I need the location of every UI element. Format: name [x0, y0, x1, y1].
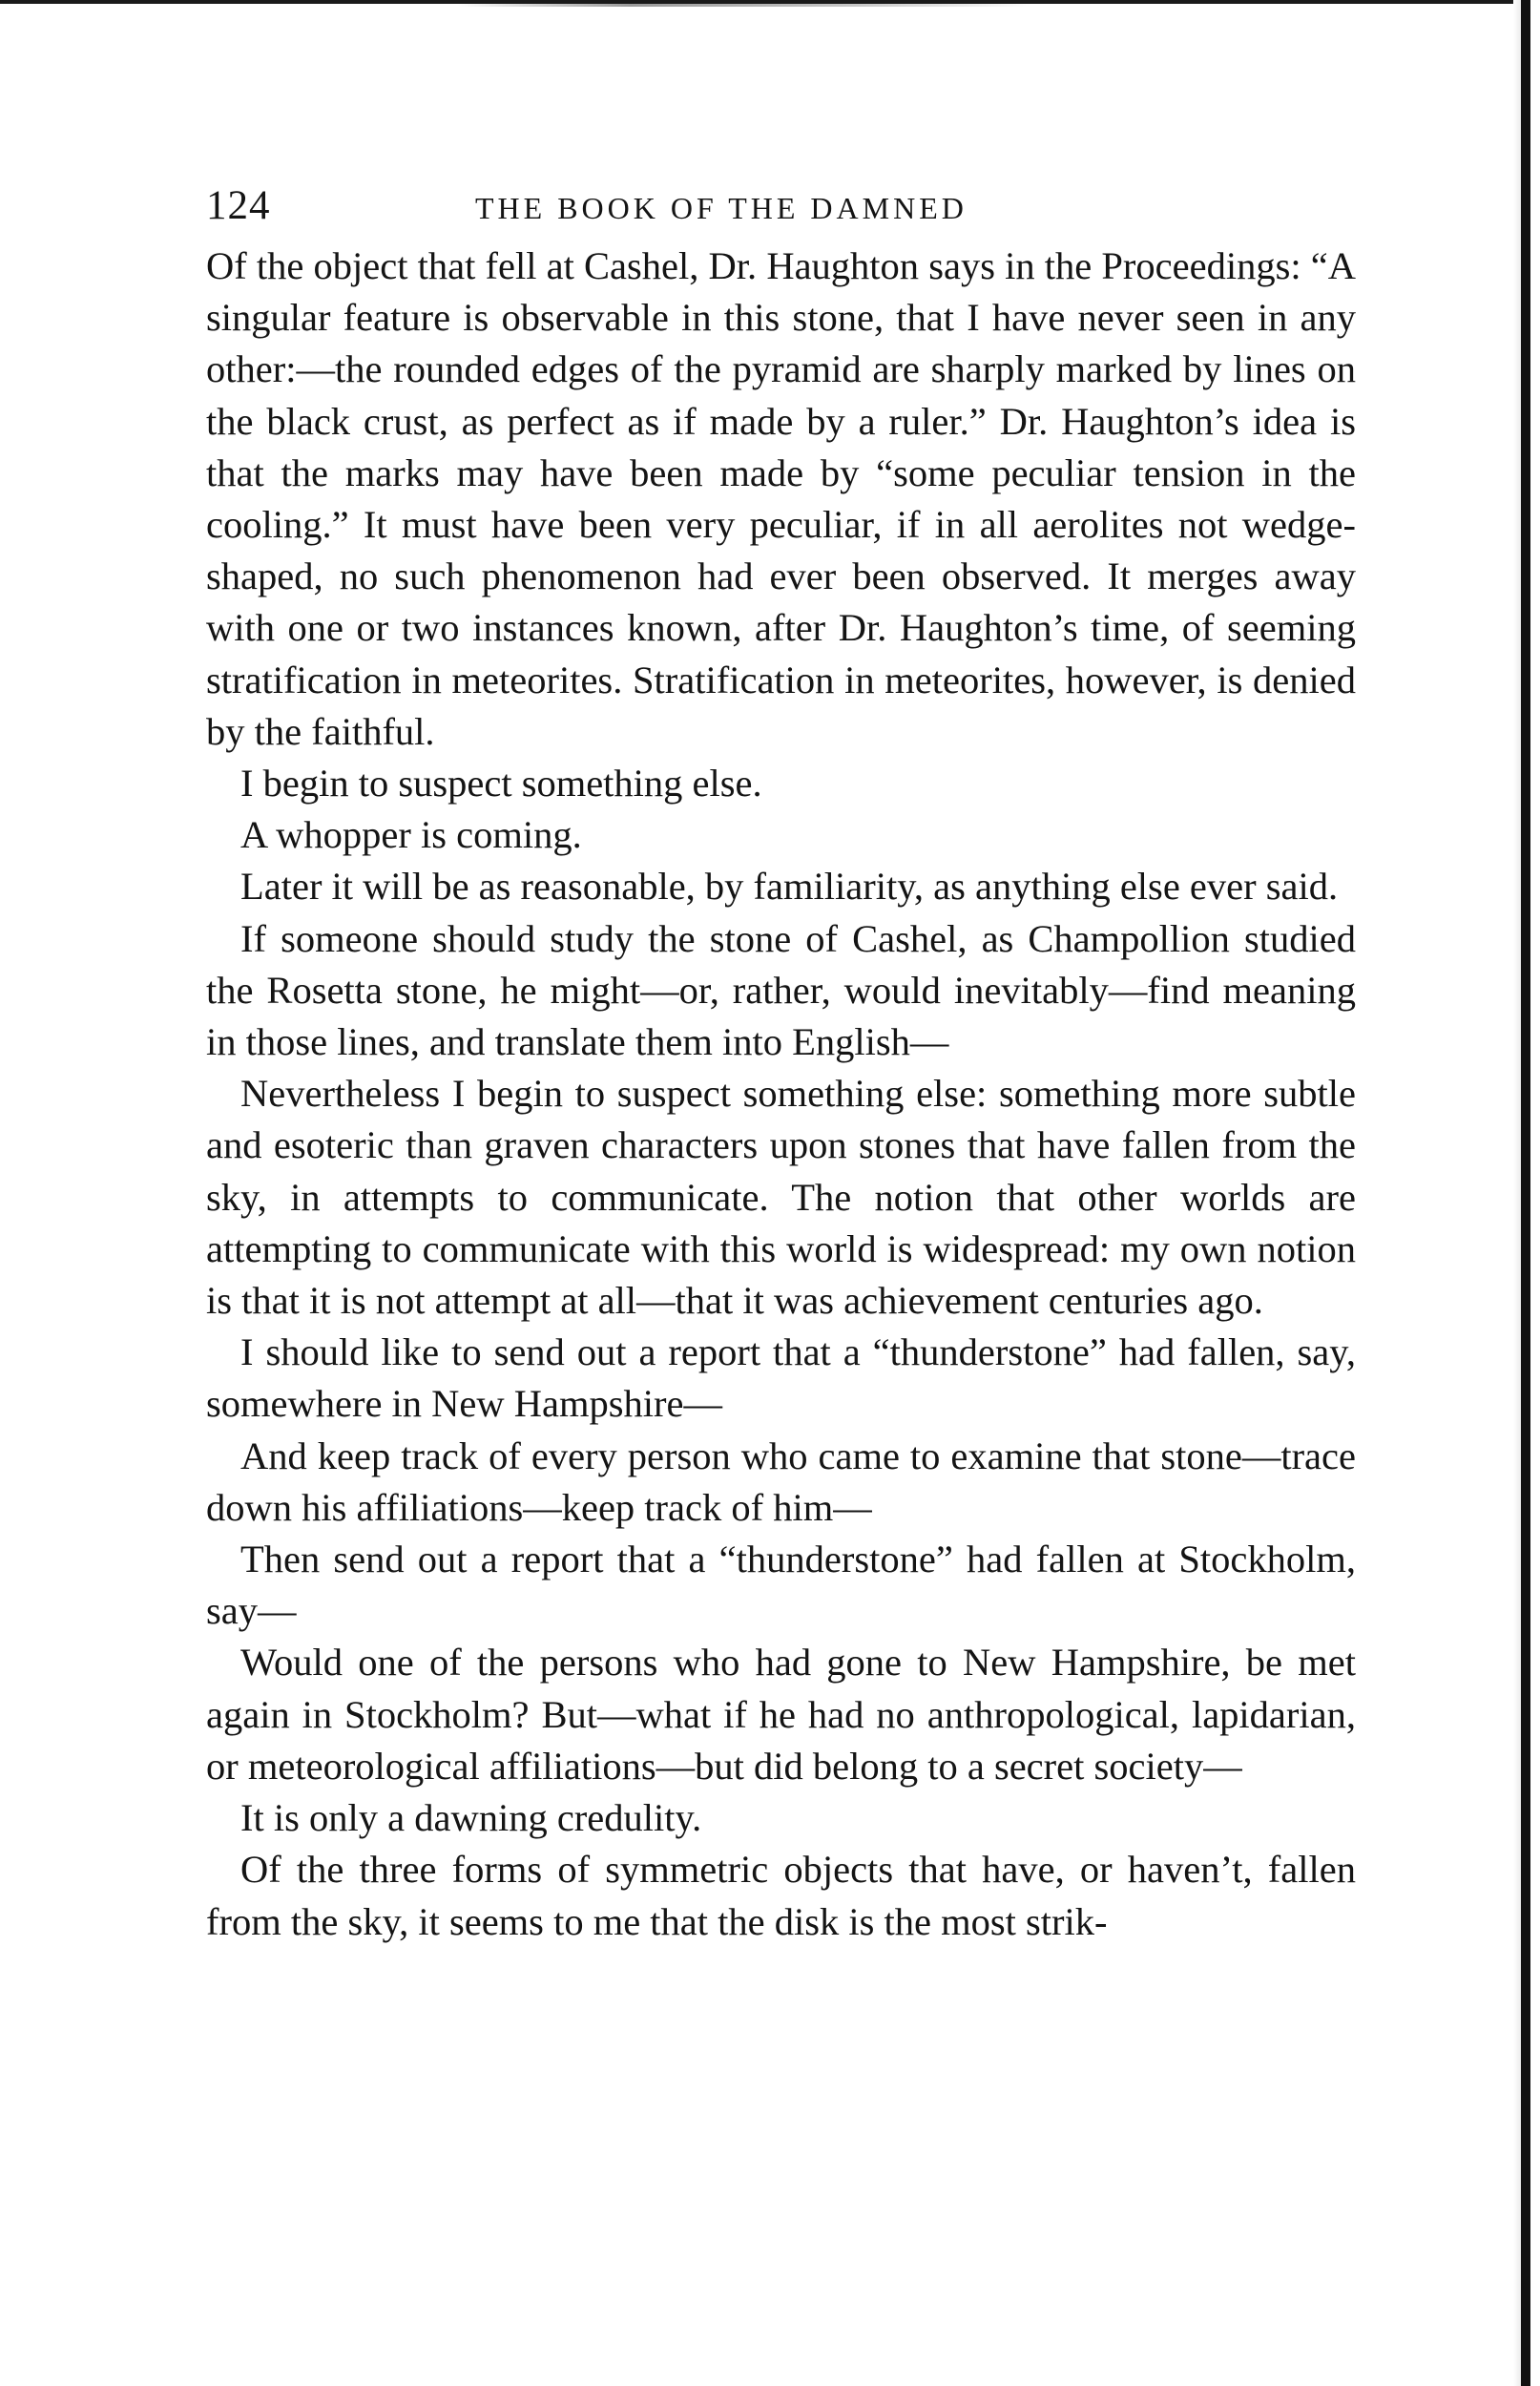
paragraph-10: Would one of the persons who had gone to New Hampshire, be met again in Stockholm? But—what if he had no anthropological, lapidarian, or meteorological affiliations—but did belong to a secret society— [206, 1641, 1356, 1788]
paragraph-5: If someone should study the stone of Cashel, as Champollion studied the Rosetta stone, he might—or, rather, would inevitably—find meaning in those lines, and translate them into English— [206, 916, 1356, 1064]
page-number: 124 [206, 183, 271, 228]
paragraph-4: Later it will be as reasonable, by familiarity, as anything else ever said. [240, 865, 1339, 909]
running-title: THE BOOK OF THE DAMNED [475, 191, 968, 225]
paragraph-11: It is only a dawning credulity. [240, 1796, 702, 1840]
running-header [206, 178, 1356, 235]
body-text [206, 241, 1356, 1948]
paragraph-2: I begin to suspect something else. [240, 762, 762, 806]
paragraph-6: Nevertheless I begin to suspect something else: something more subtle and esoteric than graven characters upon stones that have fallen from the sky, in attempts to communicate. The notion that other worlds are attempting to communicate with this world is widespread: my own notion is that it is not attempt at all—that it was achievement centuries ago. [206, 1072, 1356, 1323]
paragraph-12: Of the three forms of symmetric objects that have, or haven’t, fallen from the sky, it seems to me that the disk is the most strik- [206, 1848, 1356, 1943]
page-binding-shadow [1521, 0, 1530, 2386]
page-outer-margin [1530, 0, 1540, 2386]
paragraph-3: A whopper is coming. [240, 813, 582, 857]
paragraph-9: Then send out a report that a “thunderstone” had fallen at Stockholm, say— [206, 1538, 1356, 1633]
paragraph-8: And keep track of every person who came to examine that stone—trace down his affiliations—keep track of him— [206, 1434, 1356, 1529]
paragraph-7: I should like to send out a report that a “thunderstone” had fallen, say, somewhere in New Hampshire— [206, 1330, 1356, 1426]
page-top-edge-shadow [458, 4, 1030, 7]
paragraph-1: Of the object that fell at Cashel, Dr. Haughton says in the Proceedings: “A singular feature is observable in this stone, that I have never seen in any other:—the rounded edges of the pyramid are sharply marked by lines on the black crust, as perfect as if made by a ruler.” Dr. Haughton’s idea is that the marks may have been made by “some peculiar tension in the cooling.” It must have been very peculiar, if in all aerolites not wedge-shaped, no such phenomenon had ever been observed. It merges away with one or two instances known, after Dr. Haughton’s time, of seeming stratification in meteorites. Stratification in meteorites, however, is denied by the faithful. [206, 244, 1356, 753]
